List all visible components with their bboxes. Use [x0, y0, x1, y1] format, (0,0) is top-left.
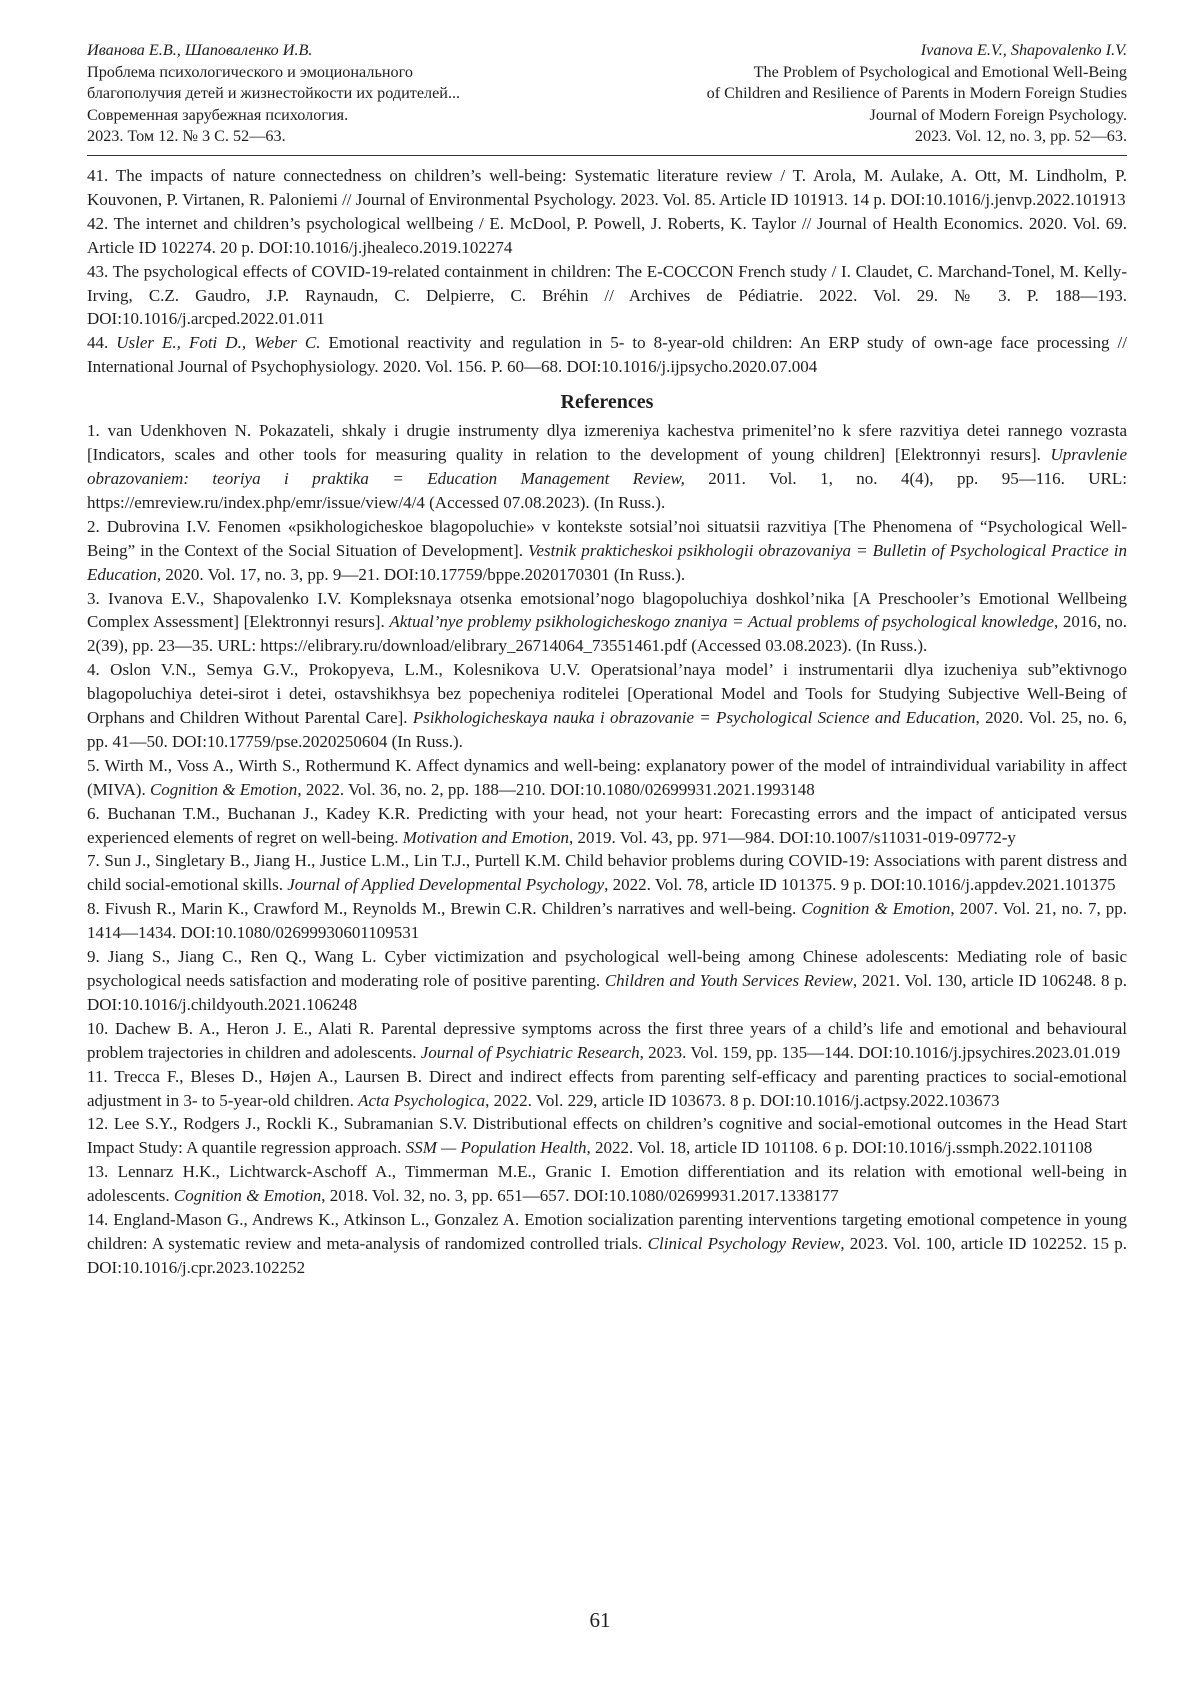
reference-entry-6: 6. Buchanan T.M., Buchanan J., Kadey K.R. Predicting with your head, not your heart: Forecasting errors and the impact of anticipated versus experienced elements of regret on well-being. Motivation and Emotion, 2019. Vol. 43, pp. 971—984. DOI:10.1007/s11031-019-09772-y	[87, 802, 1127, 850]
header-title-ru-line2: благополучия детей и жизнестойкости их родителей...	[87, 83, 460, 105]
header-divider	[87, 155, 1127, 156]
header-journal-ru: Современная зарубежная психология.	[87, 105, 460, 127]
reference-entry-5: 5. Wirth M., Voss A., Wirth S., Rothermund K. Affect dynamics and well-being: explanatory power of the model of intraindividual variability in affect (MIVA). Cognition & Emotion, 2022. Vol. 36, no. 2, pp. 188—210. DOI:10.1080/02699931.2021.1993148	[87, 754, 1127, 802]
references-heading: References	[87, 389, 1127, 415]
header-authors-ru: Иванова Е.В., Шаповаленко И.В.	[87, 40, 460, 62]
reference-entry-8: 8. Fivush R., Marin K., Crawford M., Reynolds M., Brewin C.R. Children’s narratives and well-being. Cognition & Emotion, 2007. Vol. 21, no. 7, pp. 1414—1434. DOI:10.1080/02699930601109531	[87, 897, 1127, 945]
literature-list	[87, 164, 1127, 379]
header-issue-ru: 2023. Том 12. № 3 С. 52—63.	[87, 126, 460, 148]
reference-entry-4: 4. Oslon V.N., Semya G.V., Prokopyeva, L.M., Kolesnikova U.V. Operatsional’naya model’ i instrumentarii dlya izucheniya sub”ektivnogo blagopoluchiya detei-sirot i detei, ostavshikhsya bez popecheniya roditelei [Operational Model and Tools for Studying Subjective Well-Being of Orphans and Children Without Parental Care]. Psikhologicheskaya nauka i obrazovanie = Psychological Science and Education, 2020. Vol. 25, no. 6, pp. 41—50. DOI:10.17759/pse.2020250604 (In Russ.).	[87, 658, 1127, 754]
reference-entry-14: 14. England-Mason G., Andrews K., Atkinson L., Gonzalez A. Emotion socialization parenting interventions targeting emotional competence in young children: A systematic review and meta-analysis of randomized controlled trials. Clinical Psychology Review, 2023. Vol. 100, article ID 102252. 15 p. DOI:10.1016/j.cpr.2023.102252	[87, 1208, 1127, 1280]
references-list	[87, 419, 1127, 1280]
literature-entry-41: 41. The impacts of nature connectedness on children’s well-being: Systematic literature review / T. Arola, M. Aulake, A. Ott, M. Lindholm, P. Kouvonen, P. Virtanen, R. Paloniemi // Journal of Environmental Psychology. 2023. Vol. 85. Article ID 101913. 14 p. DOI:10.1016/j.jenvp.2022.101913	[87, 164, 1127, 212]
header-left	[87, 40, 460, 152]
literature-entry-43: 43. The psychological effects of COVID-19-related containment in children: The E-COCCON French study / I. Claudet, C. Marchand-Tonel, M. Kelly-Irving, C.Z. Gaudro, J.P. Raynaudn, C. Delpierre, C. Bréhin // Archives de Pédiatrie. 2022. Vol. 29. № 3. P. 188—193. DOI:10.1016/j.arcped.2022.01.011	[87, 260, 1127, 332]
reference-entry-13: 13. Lennarz H.K., Lichtwarck-Aschoff A., Timmerman M.E., Granic I. Emotion differentiation and its relation with emotional well-being in adolescents. Cognition & Emotion, 2018. Vol. 32, no. 3, pp. 651—657. DOI:10.1080/02699931.2017.1338177	[87, 1160, 1127, 1208]
reference-entry-12: 12. Lee S.Y., Rodgers J., Rockli K., Subramanian S.V. Distributional effects on children’s cognitive and social-emotional outcomes in the Head Start Impact Study: A quantile regression approach. SSM — Population Health, 2022. Vol. 18, article ID 101108. 6 p. DOI:10.1016/j.ssmph.2022.101108	[87, 1112, 1127, 1160]
reference-entry-9: 9. Jiang S., Jiang C., Ren Q., Wang L. Cyber victimization and psychological well-being among Chinese adolescents: Mediating role of basic psychological needs satisfaction and moderating role of positive parenting. Children and Youth Services Review, 2021. Vol. 130, article ID 106248. 8 p. DOI:10.1016/j.childyouth.2021.106248	[87, 945, 1127, 1017]
reference-entry-10: 10. Dachew B. A., Heron J. E., Alati R. Parental depressive symptoms across the first three years of a child’s life and emotional and behavioural problem trajectories in children and adolescents. Journal of Psychiatric Research, 2023. Vol. 159, pp. 135—144. DOI:10.1016/j.jpsychires.2023.01.019	[87, 1017, 1127, 1065]
literature-entry-44: 44. Usler E., Foti D., Weber C. Emotional reactivity and regulation in 5- to 8-year-old children: An ERP study of own-age face processing // International Journal of Psychophysiology. 2020. Vol. 156. P. 60—68. DOI:10.1016/j.ijpsycho.2020.07.004	[87, 331, 1127, 379]
header-issue-en: 2023. Vol. 12, no. 3, pp. 52—63.	[707, 126, 1127, 148]
reference-entry-2: 2. Dubrovina I.V. Fenomen «psikhologicheskoe blagopoluchie» v kontekste sotsial’noi situatsii razvitiya [The Phenomena of “Psychological Well-Being” in the Context of the Social Situation of Development]. Vestnik prakticheskoi psikhologii obrazovaniya = Bulletin of Psychological Practice in Education, 2020. Vol. 17, no. 3, pp. 9—21. DOI:10.17759/bppe.2020170301 (In Russ.).	[87, 515, 1127, 587]
header-title-en-line2: of Children and Resilience of Parents in Modern Foreign Studies	[707, 83, 1127, 105]
reference-entry-1: 1. van Udenkhoven N. Pokazateli, shkaly i drugie instrumenty dlya izmereniya kachestva primenitel’no k sfere razvitiya detei rannego vozrasta [Indicators, scales and other tools for measuring quality in relation to the development of young children] [Elektronnyi resurs]. Upravlenie obrazovaniem: teoriya i praktika = Education Management Review, 2011. Vol. 1, no. 4(4), pp. 95—116. URL: https://emreview.ru/index.php/emr/issue/view/4/4 (Accessed 07.08.2023). (In Russ.).	[87, 419, 1127, 515]
page-number: 61	[0, 1608, 1200, 1633]
header-right	[707, 40, 1127, 152]
reference-entry-3: 3. Ivanova E.V., Shapovalenko I.V. Kompleksnaya otsenka emotsional’nogo blagopoluchiya doshkol’nika [A Preschooler’s Emotional Wellbeing Complex Assessment] [Elektronnyi resurs]. Aktual’nye problemy psikhologicheskogo znaniya = Actual problems of psychological knowledge, 2016, no. 2(39), pp. 23—35. URL: https://elibrary.ru/download/elibrary_26714064_73551461.pdf (Accessed 03.08.2023). (In Russ.).	[87, 587, 1127, 659]
header-title-ru-line1: Проблема психологического и эмоционального	[87, 62, 460, 84]
literature-entry-42: 42. The internet and children’s psychological wellbeing / E. McDool, P. Powell, J. Roberts, K. Taylor // Journal of Health Economics. 2020. Vol. 69. Article ID 102274. 20 p. DOI:10.1016/j.jhealeco.2019.102274	[87, 212, 1127, 260]
reference-entry-11: 11. Trecca F., Bleses D., Højen A., Laursen B. Direct and indirect effects from parenting self-efficacy and parenting practices to social-emotional adjustment in 3- to 5-year-old children. Acta Psychologica, 2022. Vol. 229, article ID 103673. 8 p. DOI:10.1016/j.actpsy.2022.103673	[87, 1065, 1127, 1113]
page-body	[87, 164, 1127, 1280]
header-journal-en: Journal of Modern Foreign Psychology.	[707, 105, 1127, 127]
header-authors-en: Ivanova E.V., Shapovalenko I.V.	[707, 40, 1127, 62]
header-title-en-line1: The Problem of Psychological and Emotional Well-Being	[707, 62, 1127, 84]
running-header	[87, 40, 1127, 152]
reference-entry-7: 7. Sun J., Singletary B., Jiang H., Justice L.M., Lin T.J., Purtell K.M. Child behavior problems during COVID-19: Associations with parent distress and child social-emotional skills. Journal of Applied Developmental Psychology, 2022. Vol. 78, article ID 101375. 9 p. DOI:10.1016/j.appdev.2021.101375	[87, 849, 1127, 897]
